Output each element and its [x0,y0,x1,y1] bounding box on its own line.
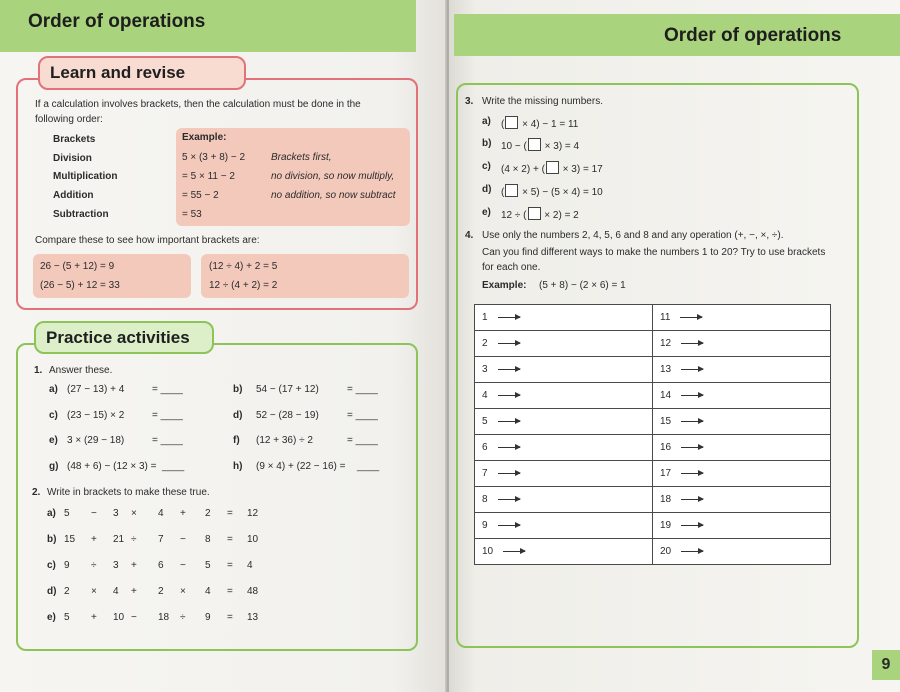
grid-cell[interactable] [475,383,653,409]
page-title-left: Order of operations [28,11,206,32]
q1-letter: c) [49,410,58,421]
q3-letter: e) [482,207,491,218]
compare-text: Compare these to see how important brackets are: [35,235,260,246]
example-step: = 53 [182,209,202,220]
arrow-icon [681,551,703,552]
q1-answer[interactable]: = ____ [347,410,378,421]
q2-token: = [227,612,233,623]
page-number: 9 [872,650,900,680]
q3-letter: d) [482,184,492,195]
q1-answer[interactable]: = ____ [152,384,183,395]
q2-token: + [91,612,97,623]
grid-number: 11 [660,312,671,323]
answer-box[interactable] [505,184,518,197]
arrow-icon [498,343,520,344]
example-step: 5 × (3 + 8) − 2 [182,152,246,163]
q2-token: 5 [205,560,211,571]
grid-number: 7 [482,468,488,479]
learn-heading: Learn and revise [38,56,246,90]
q2-token: 2 [158,586,164,597]
compare-expr: 26 − (5 + 12) = 9 [40,261,115,272]
grid-number: 14 [660,390,672,401]
q2-token: 2 [64,586,70,597]
q2-token: 13 [247,612,259,623]
grid-number: 17 [660,468,672,479]
arrow-icon [498,499,520,500]
q2-token: ÷ [131,534,137,545]
q3-post: × 3) = 17 [559,164,603,175]
q2-token: + [131,560,137,571]
q2-token: − [180,560,186,571]
grid-cell[interactable] [653,435,831,461]
example-note: no addition, so now subtract [271,190,396,201]
q1-answer[interactable]: ____ [162,461,185,472]
q2-token: − [131,612,137,623]
order-subtraction: Subtraction [53,209,109,220]
grid-number: 10 [482,546,494,557]
grid-cell[interactable] [653,331,831,357]
q2-token: − [180,534,186,545]
q2-token: = [227,534,233,545]
arrow-icon [681,499,703,500]
q1-letter: f) [233,435,240,446]
answer-box[interactable] [505,116,518,129]
q3-number: 3. [465,96,474,107]
q4-example: (5 + 8) − (2 × 6) = 1 [539,280,626,291]
grid-row [475,539,831,565]
q2-token: 5 [64,612,70,623]
q1-letter: h) [233,461,243,472]
grid-cell[interactable] [475,539,653,565]
order-brackets: Brackets [53,134,96,145]
q1-letter: g) [49,461,59,472]
grid-row [475,383,831,409]
q4-text-1: Use only the numbers 2, 4, 5, 6 and 8 and any operation (+, −, ×, ÷). [482,230,784,241]
arrow-icon [498,395,520,396]
grid-cell[interactable] [653,539,831,565]
q2-token: = [227,586,233,597]
q1-answer[interactable]: = ____ [152,435,183,446]
q1-answer[interactable]: = ____ [152,410,183,421]
q2-token: 48 [247,586,259,597]
grid-cell[interactable] [475,305,653,331]
q3-post: × 2) = 2 [541,210,579,221]
q2-token: 9 [64,560,70,571]
arrow-icon [498,317,520,318]
grid-row [475,357,831,383]
q2-token: 9 [205,612,211,623]
grid-cell[interactable] [653,383,831,409]
q2-token: + [131,586,137,597]
q3-letter: a) [482,116,491,127]
grid-number: 18 [660,494,672,505]
grid-number: 9 [482,520,488,531]
q2-token: × [131,508,137,519]
example-note: Brackets first, [271,152,332,163]
q2-token: 10 [247,534,259,545]
compare-expr: (26 − 5) + 12 = 33 [40,280,120,291]
grid-cell[interactable] [653,487,831,513]
q4-example-label: Example: [482,280,527,291]
page-title-right: Order of operations [664,25,842,46]
q1-expr: 52 − (28 − 19) [256,410,319,421]
arrow-icon [681,369,703,370]
grid-cell[interactable] [475,331,653,357]
q1-answer[interactable]: = ____ [347,384,378,395]
example-note: no division, so now multiply, [271,171,395,182]
q2-token: ÷ [91,560,97,571]
q1-expr: (12 + 36) ÷ 2 [256,435,313,446]
q3-pre: 10 − ( [501,141,527,152]
grid-number: 2 [482,338,488,349]
q1-letter: e) [49,435,58,446]
grid-number: 16 [660,442,672,453]
q3-letter: c) [482,161,491,172]
q1-letter: d) [233,410,243,421]
q2-token: 12 [247,508,259,519]
arrow-icon [498,473,520,474]
q2-token: = [227,508,233,519]
q2-text: Write in brackets to make these true. [47,487,210,498]
left-page [0,0,447,692]
q2-letter: d) [47,586,57,597]
grid-row [475,487,831,513]
q3-expression [501,184,603,198]
q2-token: 4 [247,560,253,571]
grid-number: 6 [482,442,488,453]
arrow-icon [681,395,703,396]
grid-cell[interactable] [653,305,831,331]
q2-token: × [91,586,97,597]
grid-cell[interactable] [653,513,831,539]
example-step: = 55 − 2 [182,190,219,201]
q2-letter: e) [47,612,56,623]
grid-cell[interactable] [653,461,831,487]
q3-expression [501,116,578,130]
q3-pre: 12 ÷ ( [501,210,527,221]
q2-number: 2. [32,487,41,498]
grid-number: 15 [660,416,672,427]
grid-row [475,409,831,435]
grid-cell[interactable] [653,409,831,435]
answer-grid [474,304,831,565]
answer-box[interactable] [528,138,541,151]
practice-heading: Practice activities [34,321,214,354]
q2-token: × [180,586,186,597]
grid-row [475,435,831,461]
example-step: = 5 × 11 − 2 [182,171,235,182]
arrow-icon [498,447,520,448]
grid-number: 13 [660,364,672,375]
q3-post: × 4) − 1 = 11 [519,119,579,130]
grid-number: 1 [482,312,488,323]
grid-number: 3 [482,364,488,375]
grid-row [475,331,831,357]
q2-token: 4 [205,586,211,597]
order-division: Division [53,153,92,164]
q1-expr: (9 × 4) + (22 − 16) = [256,461,346,472]
q2-letter: c) [47,560,56,571]
q3-pre: (4 × 2) + ( [501,164,545,175]
arrow-icon [498,369,520,370]
grid-cell[interactable] [475,435,653,461]
q1-expr: (48 + 6) − (12 × 3) = [67,461,157,472]
learn-intro-2: following order: [35,114,103,125]
compare-expr: 12 ÷ (4 + 2) = 2 [209,280,278,291]
q1-expr: (27 − 13) + 4 [67,384,125,395]
q1-answer[interactable]: ____ [357,461,380,472]
grid-number: 19 [660,520,672,531]
q1-number: 1. [34,365,43,376]
q2-token: = [227,560,233,571]
grid-row [475,461,831,487]
grid-cell[interactable] [475,487,653,513]
q2-letter: b) [47,534,57,545]
q3-post: × 3) = 4 [541,141,580,152]
q2-token: + [91,534,97,545]
grid-cell[interactable] [653,357,831,383]
q2-token: ÷ [180,612,186,623]
q2-letter: a) [47,508,56,519]
order-multiplication: Multiplication [53,171,118,182]
q2-token: 2 [205,508,211,519]
arrow-icon [503,551,525,552]
q1-answer[interactable]: = ____ [347,435,378,446]
grid-cell[interactable] [475,357,653,383]
compare-expr: (12 ÷ 4) + 2 = 5 [209,261,278,272]
grid-cell[interactable] [475,513,653,539]
q2-token: 21 [113,534,125,545]
grid-row [475,513,831,539]
q1-letter: a) [49,384,58,395]
arrow-icon [498,525,520,526]
grid-number: 20 [660,546,672,557]
arrow-icon [681,343,703,344]
arrow-icon [681,525,703,526]
q2-token: + [180,508,186,519]
q1-text: Answer these. [49,365,113,376]
answer-box[interactable] [528,207,541,220]
right-page [449,0,900,692]
q1-expr: (23 − 15) × 2 [67,410,125,421]
q1-expr: 3 × (29 − 18) [67,435,125,446]
arrow-icon [681,421,703,422]
q2-token: 8 [205,534,211,545]
q2-token: 3 [113,560,119,571]
q2-token: 15 [64,534,76,545]
q2-token: 7 [158,534,164,545]
q2-token: 3 [113,508,119,519]
grid-number: 8 [482,494,488,505]
q1-letter: b) [233,384,243,395]
q3-post: × 5) − (5 × 4) = 10 [519,187,603,198]
arrow-icon [498,421,520,422]
grid-row [475,305,831,331]
q2-token: 18 [158,612,170,623]
q2-token: 10 [113,612,125,623]
learn-intro-1: If a calculation involves brackets, then the calculation must be done in the [35,99,361,110]
q2-token: 4 [113,586,119,597]
q3-pre: ( [501,187,505,198]
q2-token: − [91,508,97,519]
arrow-icon [681,473,703,474]
q2-token: 6 [158,560,164,571]
q1-expr: 54 − (17 + 12) [256,384,319,395]
q3-text: Write the missing numbers. [482,96,603,107]
grid-cell[interactable] [475,409,653,435]
q3-expression [501,161,603,175]
grid-number: 12 [660,338,672,349]
answer-box[interactable] [546,161,559,174]
q2-token: 5 [64,508,70,519]
q3-pre: ( [501,119,505,130]
arrow-icon [681,447,703,448]
q3-expression [501,207,579,221]
q3-expression [501,138,579,152]
grid-cell[interactable] [475,461,653,487]
q4-text-2: Can you find different ways to make the numbers 1 to 20? Try to use brackets [482,247,826,258]
arrow-icon [680,317,702,318]
order-addition: Addition [53,190,94,201]
grid-number: 4 [482,390,488,401]
example-label: Example: [182,132,227,143]
q4-number: 4. [465,230,474,241]
q3-letter: b) [482,138,492,149]
q4-text-3: for each one. [482,262,541,273]
q2-token: 4 [158,508,164,519]
grid-number: 5 [482,416,488,427]
